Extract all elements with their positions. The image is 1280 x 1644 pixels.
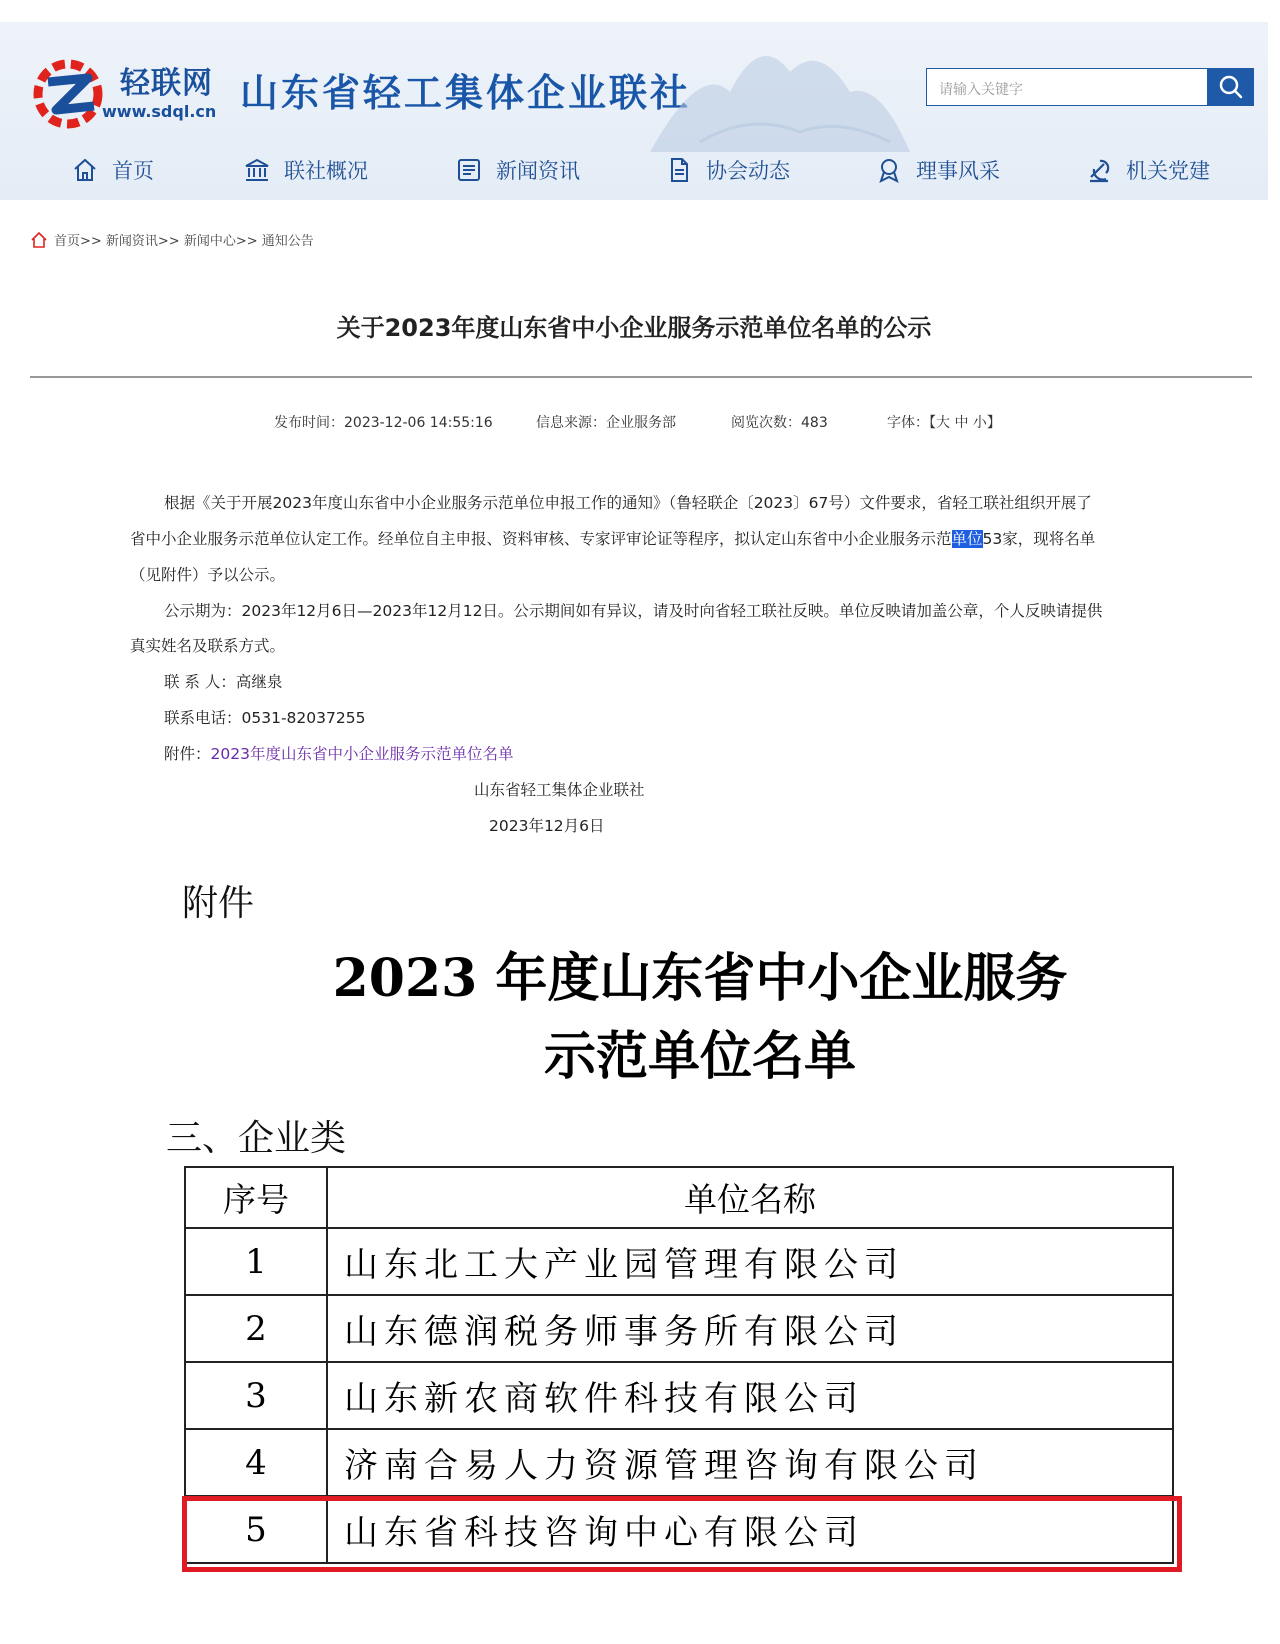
title-divider xyxy=(30,376,1252,378)
attachment-title-line-2: 示范单位名单 xyxy=(543,1026,856,1087)
attachment-line xyxy=(164,742,513,764)
home-outline-icon xyxy=(30,231,48,249)
paragraph-2-line-1: 公示期为：2023年12月6日—2023年12月12日。公示期间如有异议，请及时向省轻工联社反映。单位反映请加盖公章，个人反映请提供 xyxy=(164,602,1103,620)
article-title: 关于2023年度山东省中小企业服务示范单位名单的公示 xyxy=(336,314,932,342)
news-icon xyxy=(456,157,482,183)
row-company-name: 山东北工大产业园管理有限公司 xyxy=(327,1228,1173,1295)
site-name: 山东省轻工集体企业联社 xyxy=(240,71,692,115)
contact-phone: 联系电话：0531-82037255 xyxy=(164,709,366,727)
signature-date: 2023年12月6日 xyxy=(489,817,605,835)
home-icon xyxy=(72,157,98,183)
header-name: 单位名称 xyxy=(327,1167,1173,1228)
meta-views: 阅览次数：483 xyxy=(731,415,828,431)
logo-text: 轻联网 xyxy=(120,66,213,101)
attachment-label: 附件 xyxy=(182,883,255,924)
p1-line2-text-a: 省中小企业服务示范单位认定工作。经单位自主申报、资料审核、专家评审论证等程序，拟认定山东省中小企业服务示范 xyxy=(130,530,952,548)
nav-news[interactable] xyxy=(456,154,580,186)
paragraph-2-line-2: 真实姓名及联系方式。 xyxy=(130,637,286,655)
main-nav xyxy=(0,146,1268,194)
p1-line2-text-b: 53家，现将名单 xyxy=(982,530,1096,548)
row-number: 2 xyxy=(185,1295,327,1362)
row-number: 3 xyxy=(185,1362,327,1429)
breadcrumb-path[interactable]: 首页>> 新闻资讯>> 新闻中心>> 通知公告 xyxy=(54,234,314,249)
nav-association-label: 协会动态 xyxy=(706,159,790,183)
table-row xyxy=(185,1429,1173,1496)
nav-home-label: 首页 xyxy=(112,159,154,183)
nav-about[interactable] xyxy=(244,154,368,186)
logo-mark-icon xyxy=(30,52,110,132)
search-input[interactable]: 请输入关键字 xyxy=(926,68,1208,106)
section-heading: 三、企业类 xyxy=(166,1118,347,1159)
row-company-name: 山东省科技咨询中心有限公司 xyxy=(327,1496,1173,1563)
nav-home[interactable] xyxy=(72,154,154,186)
signature-org: 山东省轻工集体企业联社 xyxy=(474,781,645,799)
table-header-row xyxy=(185,1167,1173,1228)
row-company-name: 山东德润税务师事务所有限公司 xyxy=(327,1295,1173,1362)
row-company-name: 济南合易人力资源管理咨询有限公司 xyxy=(327,1429,1173,1496)
nav-directors[interactable] xyxy=(876,154,1000,186)
paragraph-1-line-2 xyxy=(130,527,1095,549)
meta-source: 信息来源：企业服务部 xyxy=(536,415,676,431)
site-header xyxy=(0,22,1268,200)
nav-party-label: 机关党建 xyxy=(1126,159,1210,183)
table-row xyxy=(185,1295,1173,1362)
attachment-title-line-1: 2023 年度山东省中小企业服务 xyxy=(332,948,1068,1009)
mountain-decoration-icon xyxy=(640,22,920,162)
nav-news-label: 新闻资讯 xyxy=(496,159,580,183)
attachment-title xyxy=(0,940,1280,1096)
row-number: 1 xyxy=(185,1228,327,1295)
contact-person: 联 系 人：高继泉 xyxy=(164,673,283,691)
nav-association[interactable] xyxy=(666,154,790,186)
row-company-name: 山东新农商软件科技有限公司 xyxy=(327,1362,1173,1429)
party-icon xyxy=(1086,157,1112,183)
row-number: 5 xyxy=(185,1496,327,1563)
row-number: 4 xyxy=(185,1429,327,1496)
document-icon xyxy=(666,157,692,183)
search-icon xyxy=(1208,68,1254,106)
nav-directors-label: 理事风采 xyxy=(916,159,1000,183)
table-row xyxy=(185,1362,1173,1429)
breadcrumb xyxy=(30,230,314,249)
paragraph-1-line-3: （见附件）予以公示。 xyxy=(130,566,286,584)
nav-about-label: 联社概况 xyxy=(284,159,368,183)
highlight-box xyxy=(182,1496,1182,1572)
meta-font-size[interactable]: 字体：【大 中 小】 xyxy=(887,415,1001,431)
meta-publish-time: 发布时间：2023-12-06 14:55:16 xyxy=(274,415,493,431)
bank-icon xyxy=(244,157,270,183)
nav-party[interactable] xyxy=(1086,154,1210,186)
search-button[interactable] xyxy=(1208,68,1254,106)
table-row xyxy=(185,1228,1173,1295)
paragraph-1-line-1: 根据《关于开展2023年度山东省中小企业服务示范单位申报工作的通知》（鲁轻联企〔2023〕67号）文件要求，省轻工联社组织开展了 xyxy=(164,494,1092,512)
attachment-prefix: 附件： xyxy=(164,745,211,763)
selected-text: 单位 xyxy=(951,530,983,548)
logo-url: www.sdql.cn xyxy=(102,102,217,121)
site-logo[interactable] xyxy=(30,52,226,132)
attachment-link[interactable]: 2023年度山东省中小企业服务示范单位名单 xyxy=(210,745,514,763)
header-number: 序号 xyxy=(185,1167,327,1228)
award-icon xyxy=(876,157,902,183)
